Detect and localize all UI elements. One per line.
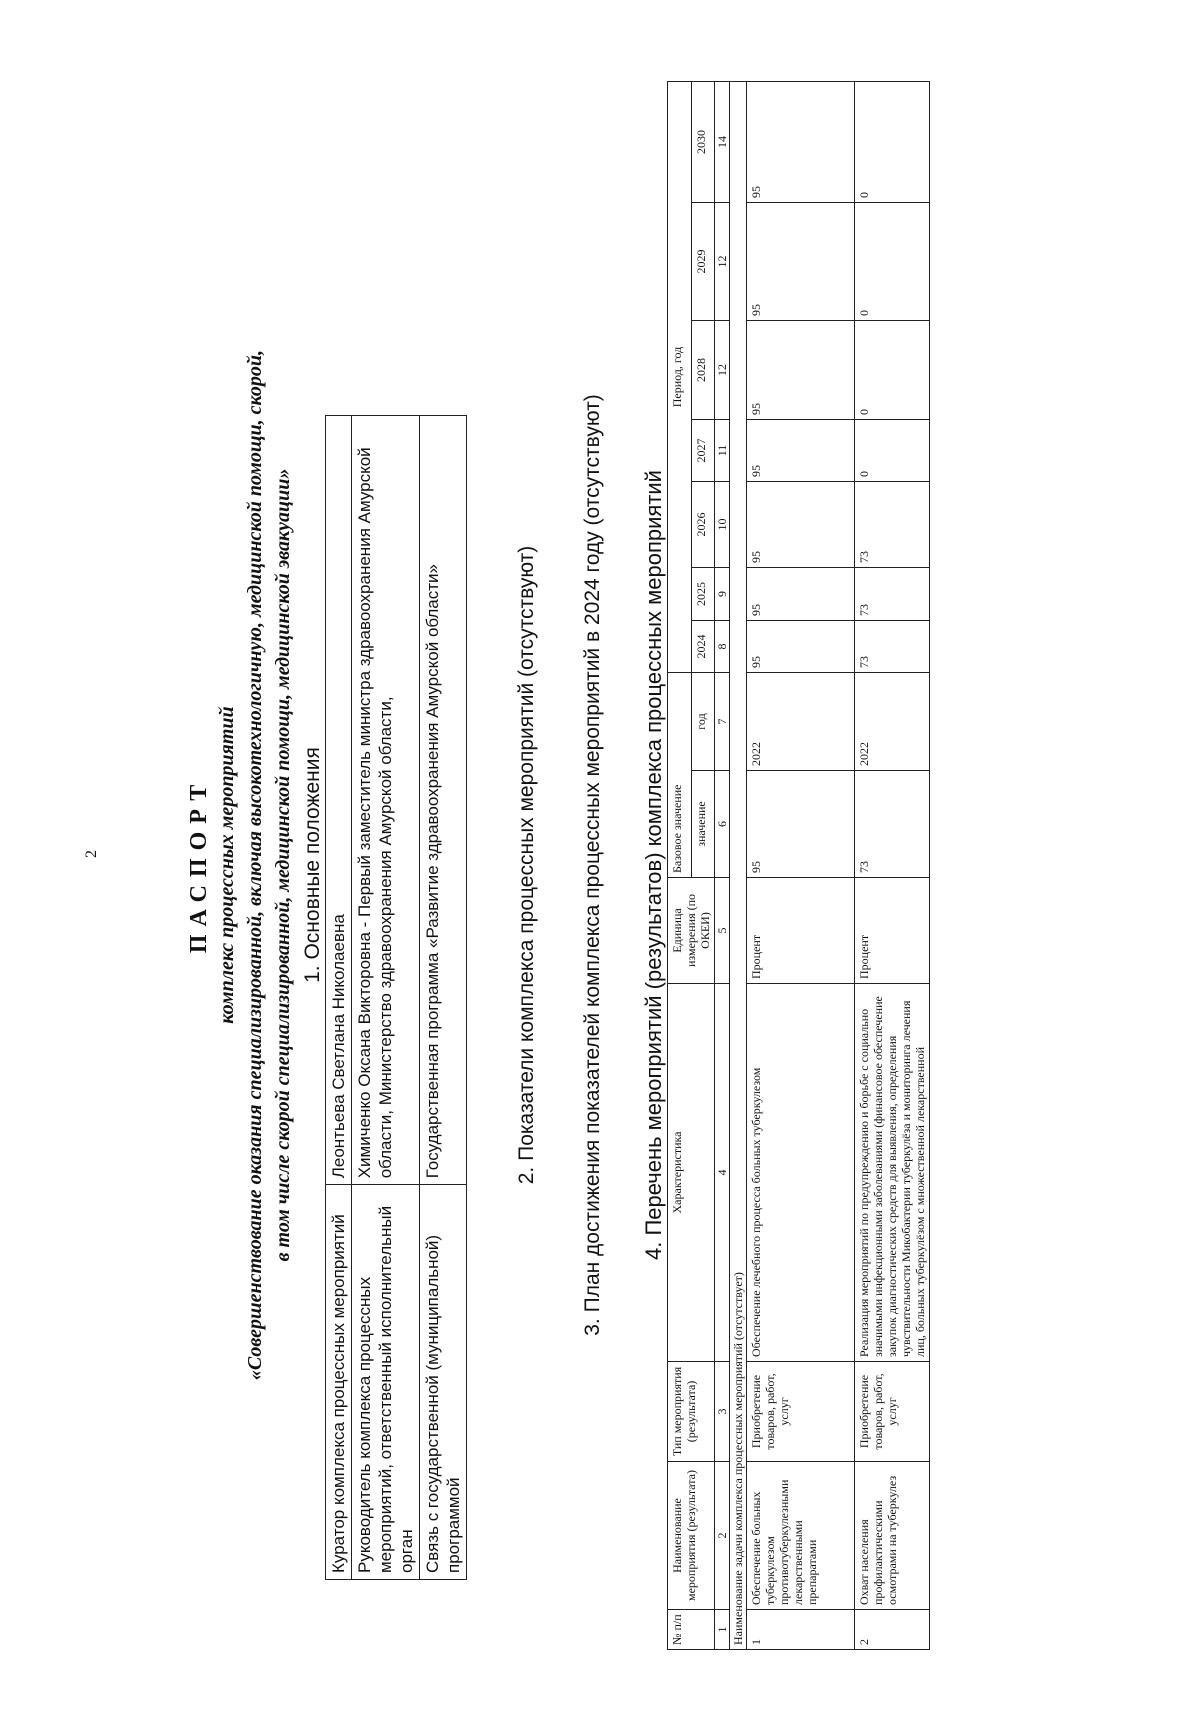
header-year-2024: 2024 [691,620,715,672]
main-info-table [325,415,467,1580]
row-value-2027: 95 [747,419,855,481]
col-number: 6 [715,771,730,878]
document-title: ПАСПОРТ [186,776,212,954]
row-value-2026: 95 [747,481,855,567]
section-1-title: 1. Основные положения [301,747,324,983]
row-no: 2 [855,1610,930,1650]
col-number: 14 [715,81,730,202]
row-type: Приобретение товаров, работ, услуг [855,1362,930,1462]
row-value-2025: 73 [855,567,930,620]
head-value: Химиченко Оксана Викторовна - Первый заместитель министра здравоохранения Амурской области, Министерство здравоохранения Амурской области, [352,416,420,1185]
table-row [420,416,467,1580]
row-base-year: 2022 [855,672,930,770]
row-characteristic: Реализация мероприятий по предупреждению и борьбе с социально значимыми инфекционными заболеваниями (финансовое обеспечение закупок диагностических средств для выявления, определения чувствительности Микобактерии туберкулёза и мониторинга лечения лиц, больных туберкулёзом с множественной лекарственной [855,984,930,1362]
section-2-title: 2. Показатели комплекса процессных мероприятий (отсутствуют) [515,545,538,1185]
table-row [747,81,855,1649]
header-year-2028: 2028 [691,320,715,419]
subtitle-line-1: комплекс процессных мероприятий [216,706,238,1024]
row-value-2025: 95 [747,567,855,620]
col-number: 4 [715,984,730,1362]
header-base-value: значение [691,771,715,878]
col-number: 12 [715,320,730,419]
row-value-2030: 0 [855,81,930,202]
col-number: 8 [715,620,730,672]
curator-value: Леонтьева Светлана Николаевна [326,416,352,1185]
row-base-value: 73 [855,771,930,878]
program-link-value: Государственная программа «Развитие здравоохранения Амурской области» [420,416,467,1185]
row-value-2029: 0 [855,202,930,320]
col-number: 11 [715,419,730,481]
col-number: 9 [715,567,730,620]
curator-label: Куратор комплекса процессных мероприятий [326,1185,352,1580]
task-name: Наименование задачи комплекса процессных мероприятий (отсутствует) [730,81,747,1649]
header-name: Наименование мероприятия (результата) [668,1462,715,1610]
row-name: Обеспечение больных туберкулезом противотуберкулезными лекарственными препаратами [747,1462,855,1610]
header-year-2027: 2027 [691,419,715,481]
column-number-row [715,81,730,1649]
head-label: Руководитель комплекса процессных мероприятий, ответственный исполнительный орган [352,1185,420,1580]
section-3-title: 3. План достижения показателей комплекса процессных мероприятий в 2024 году (отсутствуют) [581,394,604,1336]
col-number: 2 [715,1462,730,1610]
header-year-2025: 2025 [691,567,715,620]
row-name: Охват населения профилактическими осмотрами на туберкулез [855,1462,930,1610]
table-row [855,81,930,1649]
subtitle-line-3: в том числе скорой специализированной, медицинской помощи, медицинской эвакуации» [272,468,294,1262]
col-number: 5 [715,878,730,984]
row-base-year: 2022 [747,672,855,770]
header-year-2030: 2030 [691,81,715,202]
row-value-2028: 0 [855,320,930,419]
col-number: 3 [715,1362,730,1462]
results-table [667,81,930,1650]
header-characteristic: Характеристика [668,984,715,1362]
row-value-2028: 95 [747,320,855,419]
header-period: Период, год [668,81,692,672]
row-unit: Процент [855,878,930,984]
header-no: № п/п [668,1610,715,1650]
row-unit: Процент [747,878,855,984]
header-year-2026: 2026 [691,481,715,567]
row-base-value: 95 [747,771,855,878]
row-value-2027: 0 [855,419,930,481]
header-row [668,81,692,1649]
section-4-title: 4. Перечень мероприятий (результатов) комплекса процессных мероприятий [641,470,666,1260]
row-no: 1 [747,1610,855,1650]
program-link-label: Связь с государственной (муниципальной) программой [420,1185,467,1580]
subtitle-line-2: «Совершенствование оказания специализированной, включая высокотехнологичную, медицинской помощи, скорой, [244,349,266,1381]
row-value-2024: 95 [747,620,855,672]
header-base-year: год [691,672,715,770]
header-base: Базовое значение [668,672,692,877]
table-row [352,416,420,1580]
col-number: 12 [715,202,730,320]
row-type: Приобретение товаров, работ, услуг [747,1362,855,1462]
table-row [326,416,352,1580]
task-row [730,81,747,1649]
page-number: 2 [83,850,100,858]
header-year-2029: 2029 [691,202,715,320]
col-number: 1 [715,1610,730,1650]
header-unit: Единица измерения (по ОКЕИ) [668,878,715,984]
col-number: 7 [715,672,730,770]
header-type: Тип мероприятия (результата) [668,1362,715,1462]
col-number: 10 [715,481,730,567]
row-value-2026: 73 [855,481,930,567]
row-value-2029: 95 [747,202,855,320]
row-value-2024: 73 [855,620,930,672]
row-characteristic: Обеспечение лечебного процесса больных туберкулезом [747,984,855,1362]
rotated-document [150,80,1090,1650]
row-value-2030: 95 [747,81,855,202]
